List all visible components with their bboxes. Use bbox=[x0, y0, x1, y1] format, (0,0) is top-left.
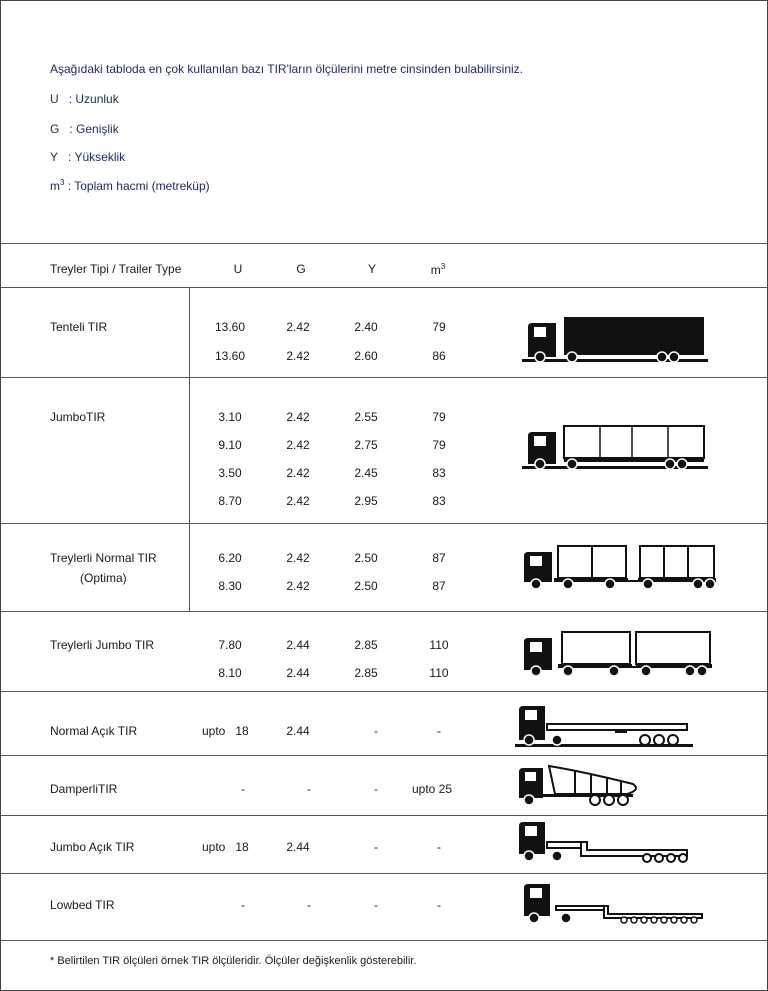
value-m3: 83 bbox=[432, 494, 446, 508]
type-name: Tenteli TIR bbox=[50, 320, 108, 334]
value-y: 2.50 bbox=[354, 551, 378, 565]
footnote: * Belirtilen TIR ölçüleri örnek TIR ölçüleridir. Ölçüler değişkenlik gösterebilir. bbox=[50, 955, 417, 967]
value-m3: 87 bbox=[432, 579, 446, 593]
value-y: 2.60 bbox=[354, 349, 378, 363]
value-y: 2.85 bbox=[354, 666, 378, 680]
value-m3: 79 bbox=[432, 410, 446, 424]
legend-m3: $m^3$ : Toplam hacmi (metreküp) bbox=[50, 178, 210, 193]
value-g: - bbox=[307, 782, 311, 796]
value-g: 2.42 bbox=[286, 438, 310, 452]
divider bbox=[0, 815, 768, 816]
value-u: 8.70 bbox=[218, 494, 242, 508]
divider bbox=[0, 377, 768, 378]
value-y: - bbox=[374, 840, 378, 854]
header-u: U bbox=[233, 262, 243, 276]
value-m3: 79 bbox=[432, 438, 446, 452]
value-g: 2.44 bbox=[286, 638, 310, 652]
value-y: - bbox=[374, 724, 378, 738]
value-g: 2.42 bbox=[286, 349, 310, 363]
jumbo-truck-with-trailer-icon bbox=[520, 628, 716, 678]
value-u: upto 18 bbox=[202, 840, 249, 854]
type-name: Treylerli Jumbo TIR bbox=[50, 638, 155, 652]
value-m3: 86 bbox=[432, 349, 446, 363]
value-m3: - bbox=[437, 840, 441, 854]
value-g: 2.42 bbox=[286, 466, 310, 480]
divider bbox=[0, 611, 768, 612]
divider bbox=[0, 873, 768, 874]
value-m3: - bbox=[437, 724, 441, 738]
divider bbox=[0, 691, 768, 692]
legend-u: U : Uzunluk bbox=[50, 92, 119, 106]
type-name: Normal Açık TIR bbox=[50, 724, 138, 738]
value-u: 7.80 bbox=[218, 638, 242, 652]
value-u: upto 18 bbox=[202, 724, 249, 738]
divider bbox=[0, 940, 768, 941]
divider bbox=[0, 243, 768, 244]
value-u: 9.10 bbox=[218, 438, 242, 452]
value-g: 2.44 bbox=[286, 724, 310, 738]
divider bbox=[0, 523, 768, 524]
value-y: 2.40 bbox=[354, 320, 378, 334]
value-m3: 83 bbox=[432, 466, 446, 480]
value-m3: 110 bbox=[429, 666, 449, 680]
dump-truck-icon bbox=[515, 762, 645, 808]
value-y: - bbox=[374, 898, 378, 912]
value-u: 13.60 bbox=[214, 349, 246, 363]
value-g: 2.42 bbox=[286, 551, 310, 565]
value-u: 3.10 bbox=[218, 410, 242, 424]
value-g: 2.42 bbox=[286, 579, 310, 593]
type-name: JumboTIR bbox=[50, 410, 106, 424]
value-u: - bbox=[241, 782, 245, 796]
column-divider bbox=[189, 287, 190, 611]
flatbed-truck-icon bbox=[515, 702, 695, 750]
value-g: - bbox=[307, 898, 311, 912]
value-y: 2.95 bbox=[354, 494, 378, 508]
value-m3: upto 25 bbox=[411, 782, 453, 796]
header-type: Treyler Tipi / Trailer Type bbox=[50, 262, 182, 276]
header-g: G bbox=[296, 262, 306, 276]
truck-with-trailer-icon bbox=[520, 542, 720, 592]
value-u: - bbox=[241, 898, 245, 912]
value-m3: 79 bbox=[432, 320, 446, 334]
type-name: Jumbo Açık TIR bbox=[50, 840, 135, 854]
type-subname: (Optima) bbox=[80, 571, 127, 585]
divider bbox=[0, 287, 768, 288]
value-g: 2.44 bbox=[286, 666, 310, 680]
value-u: 13.60 bbox=[214, 320, 246, 334]
value-y: 2.75 bbox=[354, 438, 378, 452]
value-y: 2.55 bbox=[354, 410, 378, 424]
divider bbox=[0, 755, 768, 756]
value-g: 2.42 bbox=[286, 410, 310, 424]
value-m3: - bbox=[437, 898, 441, 912]
value-u: 6.20 bbox=[218, 551, 242, 565]
value-y: 2.50 bbox=[354, 579, 378, 593]
value-m3: 87 bbox=[432, 551, 446, 565]
value-g: 2.44 bbox=[286, 840, 310, 854]
value-y: 2.85 bbox=[354, 638, 378, 652]
curtain-trailer-truck-icon bbox=[520, 313, 710, 365]
value-y: - bbox=[374, 782, 378, 796]
value-u: 8.10 bbox=[218, 666, 242, 680]
header-m3: $m^3$ bbox=[430, 262, 446, 277]
legend-y: Y : Yükseklik bbox=[50, 150, 126, 164]
lowbed-truck-icon bbox=[520, 878, 706, 928]
value-g: 2.42 bbox=[286, 320, 310, 334]
intro-text: Aşağıdaki tabloda en çok kullanılan bazı TIR'ların ölçülerini metre cinsinden bulabilirsiniz. bbox=[50, 62, 523, 76]
value-y: 2.45 bbox=[354, 466, 378, 480]
jumbo-flatbed-truck-icon bbox=[515, 820, 695, 864]
value-u: 8.30 bbox=[218, 579, 242, 593]
type-name: Lowbed TIR bbox=[50, 898, 115, 912]
type-name: Treylerli Normal TIR bbox=[50, 551, 157, 565]
value-m3: 110 bbox=[429, 638, 449, 652]
legend-g: G : Genişlik bbox=[50, 122, 119, 136]
value-u: 3.50 bbox=[218, 466, 242, 480]
header-y: Y bbox=[367, 262, 376, 276]
value-g: 2.42 bbox=[286, 494, 310, 508]
type-name: DamperliTIR bbox=[50, 782, 118, 796]
jumbo-trailer-truck-icon bbox=[520, 420, 710, 472]
